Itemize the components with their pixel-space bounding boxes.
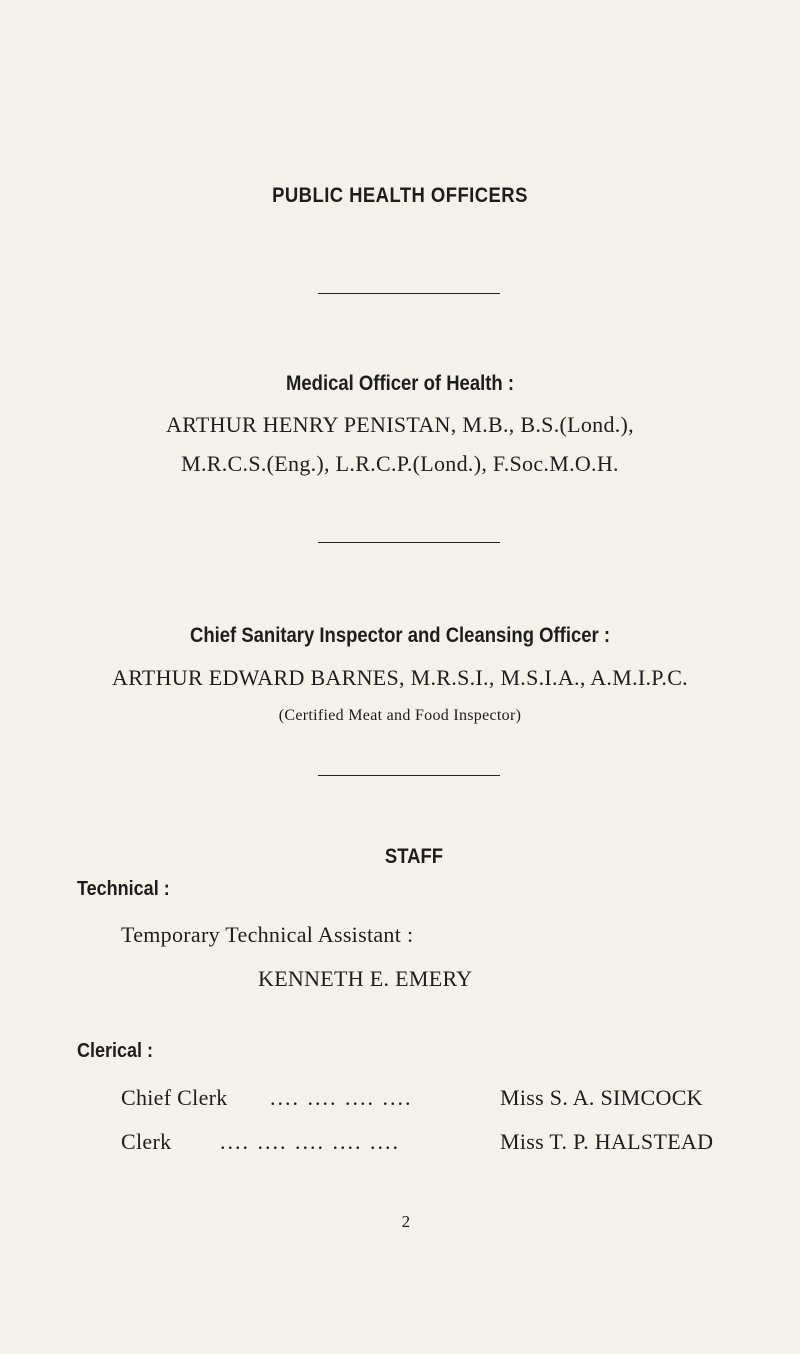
divider-rule bbox=[318, 775, 500, 776]
page-title: PUBLIC HEALTH OFFICERS bbox=[272, 184, 528, 207]
leader-dots: .... .... .... .... bbox=[270, 1085, 413, 1110]
technical-label: Technical : bbox=[77, 878, 170, 900]
moh-heading: Medical Officer of Health : bbox=[286, 372, 514, 395]
clerical-role: Chief Clerk bbox=[121, 1085, 228, 1110]
clerical-name: Miss T. P. HALSTEAD bbox=[500, 1129, 714, 1154]
clerical-role: Clerk bbox=[121, 1129, 172, 1154]
moh-name-line1: ARTHUR HENRY PENISTAN, M.B., B.S.(Lond.), bbox=[166, 412, 634, 437]
divider-rule bbox=[318, 293, 500, 294]
leader-dots: .... .... .... .... .... bbox=[220, 1129, 400, 1154]
csi-heading: Chief Sanitary Inspector and Cleansing Officer : bbox=[189, 624, 611, 647]
technical-name: KENNETH E. EMERY bbox=[258, 966, 473, 991]
moh-name-line2: M.R.C.S.(Eng.), L.R.C.P.(Lond.), F.Soc.M.O.H. bbox=[181, 451, 619, 476]
staff-heading: STAFF bbox=[384, 845, 444, 868]
page-number: 2 bbox=[401, 1212, 411, 1231]
divider-rule bbox=[318, 542, 500, 543]
csi-note: (Certified Meat and Food Inspector) bbox=[278, 707, 522, 724]
csi-name: ARTHUR EDWARD BARNES, M.R.S.I., M.S.I.A., A.M.I.P.C. bbox=[112, 665, 688, 690]
clerical-label: Clerical : bbox=[77, 1040, 154, 1062]
clerical-name: Miss S. A. SIMCOCK bbox=[500, 1085, 703, 1110]
technical-role: Temporary Technical Assistant : bbox=[121, 922, 414, 947]
